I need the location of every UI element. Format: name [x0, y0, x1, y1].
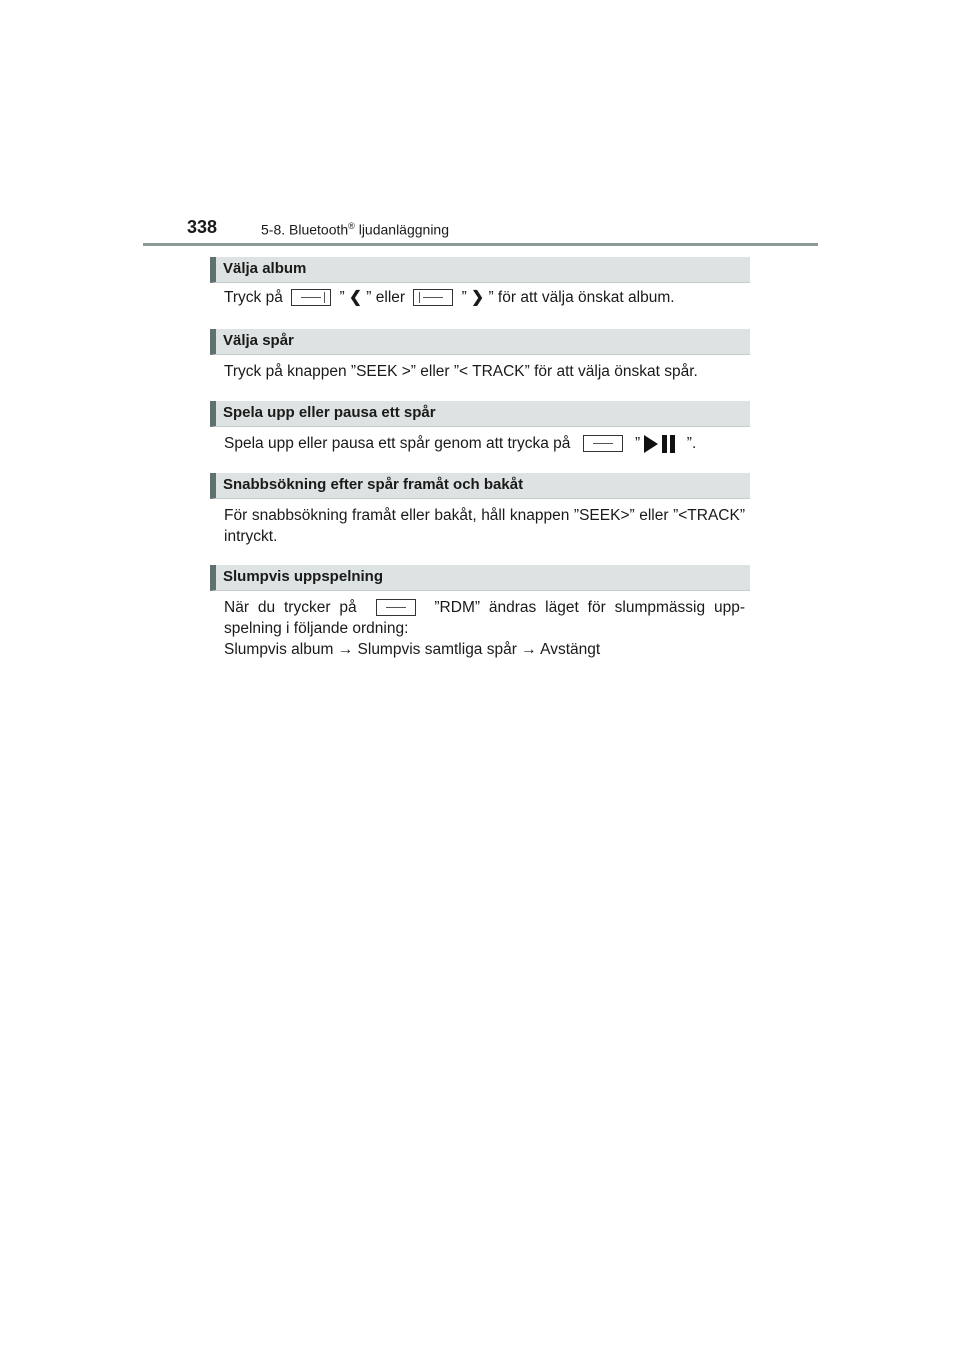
text-fragment: Spela upp eller pausa ett spår genom att trycka på	[224, 435, 571, 452]
chapter-suffix: ljudanläggning	[354, 221, 450, 238]
section-heading-snabbsokning: Snabbsökning efter spår framåt och bakåt	[210, 473, 750, 499]
section-text-slumpvis	[224, 597, 745, 639]
text-fragment: ”	[635, 435, 641, 452]
section-text-spela-pausa	[224, 433, 745, 473]
chapter-prefix: 5-8. Bluetooth	[261, 221, 349, 238]
text-fragment: Tryck på	[224, 289, 283, 306]
chevron-left-icon: ❮	[348, 289, 362, 306]
section-text-valja-spar: Tryck på knappen ”SEEK >” eller ”< TRACK” för att välja önskat spår.	[224, 363, 698, 380]
steering-button-icon	[376, 599, 416, 616]
text-fragment: ”	[461, 289, 467, 306]
registered-mark: ®	[348, 221, 355, 231]
text-fragment: ”.	[686, 435, 697, 452]
section-text-valja-album	[224, 287, 745, 329]
header-rule	[143, 243, 818, 246]
arrow-right-icon: →	[521, 641, 537, 658]
section-heading-spela-pausa: Spela upp eller pausa ett spår	[210, 401, 750, 427]
page-header	[0, 0, 960, 250]
sequence-item: Slumpvis album	[224, 641, 334, 658]
chevron-right-icon: ❯	[471, 289, 485, 306]
steering-button-icon	[583, 435, 623, 452]
page-number: 338	[187, 217, 218, 237]
steering-button-icon	[291, 289, 331, 306]
sequence-item: Slumpvis samtliga spår	[357, 641, 517, 658]
text-fragment: ”RDM” ändras läget för slumpmässig upp-spelning i följande ordning:	[224, 599, 745, 637]
text-fragment: ” eller	[366, 289, 406, 306]
page-content	[210, 257, 750, 660]
section-text-snabbsokning: För snabbsökning framåt eller bakåt, håll knappen ”SEEK>” eller ”<TRACK” intryckt.	[224, 507, 745, 545]
text-fragment: ” för att välja önskat album.	[488, 289, 675, 306]
sequence-item: Avstängt	[540, 641, 601, 658]
section-heading-valja-spar: Välja spår	[210, 329, 750, 355]
chapter-title	[261, 221, 449, 238]
play-pause-icon	[644, 434, 682, 454]
text-fragment: När du trycker på	[224, 599, 357, 616]
text-fragment: ”	[339, 289, 345, 306]
section-heading-slumpvis: Slumpvis uppspelning	[210, 565, 750, 591]
arrow-right-icon: →	[337, 641, 354, 658]
section-heading-valja-album: Välja album	[210, 257, 750, 283]
random-mode-sequence	[224, 639, 745, 660]
steering-button-icon	[413, 289, 453, 306]
